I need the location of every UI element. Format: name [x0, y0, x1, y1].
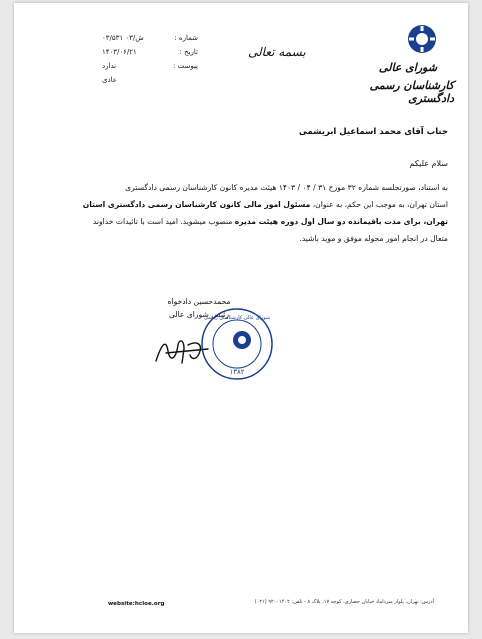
org-name: کارشناسان رسمی دادگستری — [369, 79, 454, 105]
date-value: ۱۴۰۳/۰۶/۲۱ — [102, 48, 137, 56]
stamp-top-text: شورای عالی کارشناسان رسمی — [203, 315, 271, 321]
body-line-3 — [48, 213, 448, 230]
footer-address: آدرس: تهران، بلوار میرداماد خیابان حصاری، کوچه ۱۷، پلاک ۸ - تلفن: ۹۲۰۰۱۴۰۲ (۰۲۱) — [254, 599, 434, 605]
letter-meta — [102, 31, 198, 87]
signer-name: محمدحسین دادخواه — [167, 297, 231, 306]
letter-body — [48, 179, 448, 247]
date-row — [102, 45, 198, 59]
body-line-3a: تهران، برای مدت باقیمانده دو سال اول دوره هیئت مدیره — [234, 217, 448, 226]
priority-value: عادی — [102, 76, 117, 84]
footer-website[interactable]: website:hcloe.org — [108, 601, 165, 607]
date-label: تاریخ : — [179, 48, 198, 56]
number-label: شماره : — [174, 34, 198, 42]
body-line-4: متعال در انجام امور محوله موفق و موید باشید. — [299, 234, 448, 243]
body-line-3b: منصوب میشوید. امید است با تائیدات خداوند — [92, 217, 235, 226]
body-line-2b: مسئول امور مالی کانون کارشناسان رسمی دادگستری استان — [82, 200, 311, 209]
stamp-year: ۱۳۸۲ — [229, 368, 245, 376]
addressee: جناب آقای محمد اسماعیل ابریشمی — [298, 127, 448, 137]
priority-row — [102, 73, 198, 87]
basmala: بسمه تعالی — [248, 45, 306, 59]
number-value: ۰۳/۵۳۱ ش/۰۳ — [102, 34, 144, 42]
logo-text: شورای عالی — [378, 61, 438, 74]
official-stamp — [200, 307, 274, 381]
attachment-row — [102, 59, 198, 73]
body-line-1: به استناد، صورتجلسه شماره ۳۲ مورخ ۳۱ / ۰۴ / ۱۴۰۳ هیئت مدیره کانون کارشناسان رسمی دادگستری — [125, 183, 448, 192]
attachment-label: پیوست : — [173, 62, 198, 70]
number-row — [102, 31, 198, 45]
letter-page — [14, 3, 468, 633]
signer-title: رئیس شورای عالی — [168, 310, 230, 319]
attachment-value: ندارد — [102, 62, 117, 70]
body-line-2a: استان تهران، به موجب این حکم، به عنوان، — [310, 200, 448, 209]
body-line-2 — [48, 196, 448, 213]
greeting: سلام علیکم — [409, 159, 448, 168]
